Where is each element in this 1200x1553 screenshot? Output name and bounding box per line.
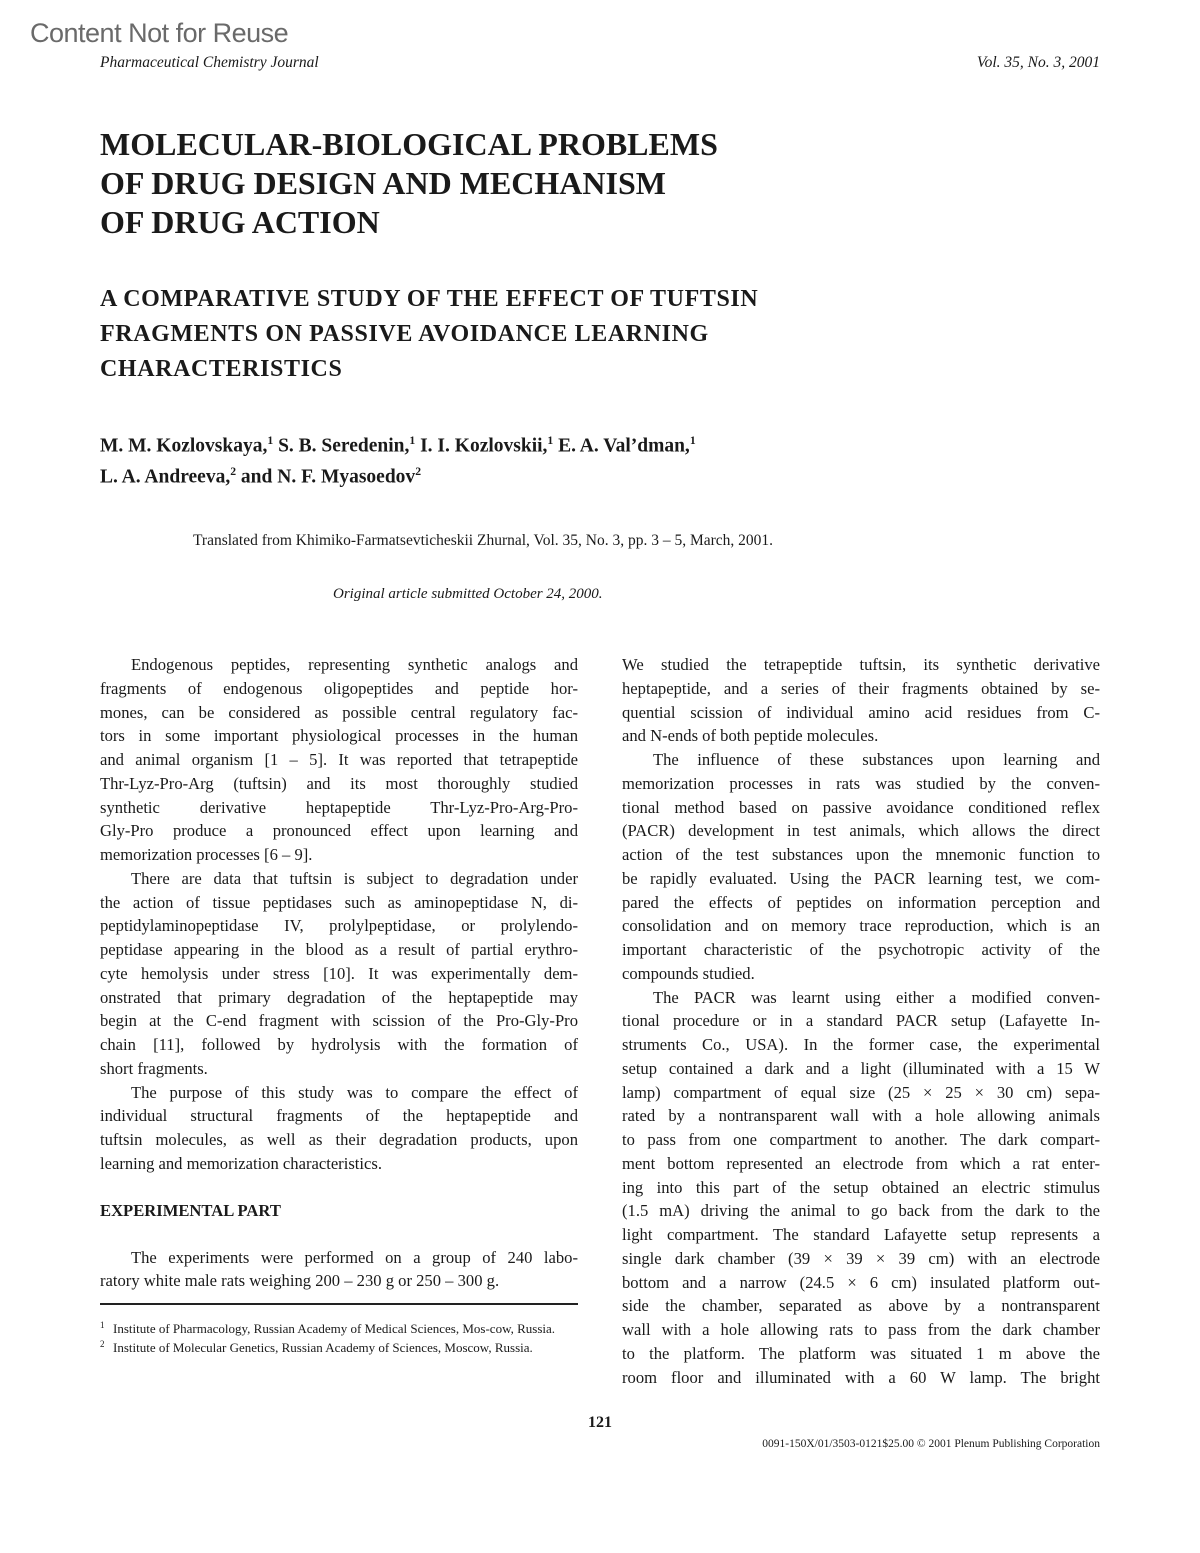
affiliation-marker: 2 [230, 465, 237, 478]
footnote [100, 1339, 578, 1358]
text-line: ratory white male rats weighing 200 – 230 g or 250 – 300 g. [100, 1271, 500, 1291]
article-title-line: A COMPARATIVE STUDY OF THE EFFECT OF TUFTSIN [100, 286, 759, 312]
footnote-text: Institute of Pharmacology, Russian Academy of Medical Sciences, Mos-cow, Russia. [113, 1321, 556, 1336]
text-line: chain [11], followed by hydrolysis with the formation of [100, 1035, 578, 1054]
author-name: E. A. Val’dman, [558, 435, 690, 457]
text-line: struments Co., USA). In the former case, the experimental [622, 1035, 1100, 1054]
text-line: the action of tissue peptidases such as aminopeptidase N, di- [100, 892, 578, 912]
text-line: synthetic derivative heptapeptide Thr-Lyz-Pro-Arg-Pro- [100, 797, 578, 817]
text-line: action of the test substances upon the mnemonic function to [622, 845, 1100, 864]
footnote-number: 2 [100, 1338, 105, 1349]
submission-date: Original article submitted October 24, 2000. [333, 586, 603, 602]
section-title [100, 125, 718, 242]
author-name: and N. F. Myasoedov [240, 466, 416, 488]
paragraph [100, 867, 578, 1081]
footnote [100, 1320, 578, 1339]
text-line: ment bottom represented an electrode from which a rat enter- [622, 1153, 1100, 1173]
text-line: wall with a hole allowing rats to pass from the dark chamber [622, 1320, 1100, 1339]
text-line: quential scission of individual amino acid residues from C- [622, 702, 1100, 722]
translation-note: Translated from Khimiko-Farmatsevticheskii Zhurnal, Vol. 35, No. 3, pp. 3 – 5, March, 2001. [193, 532, 774, 549]
affiliation-marker: 1 [689, 434, 696, 447]
left-column [100, 653, 578, 1293]
article-title [100, 282, 758, 387]
text-line: setup contained a dark and a light (illuminated with a 15 W [622, 1058, 1100, 1078]
article-title-line: FRAGMENTS ON PASSIVE AVOIDANCE LEARNING [100, 321, 709, 347]
paragraph [100, 1081, 578, 1176]
authors-line-1 [100, 428, 696, 459]
paragraph [100, 653, 578, 867]
text-line: learning and memorization characteristics. [100, 1153, 382, 1173]
footnote-number: 1 [100, 1320, 105, 1330]
text-line: to pass from one compartment to another. The dark compart- [622, 1130, 1100, 1149]
text-line: The PACR was learnt using either a modified conven- [653, 987, 1100, 1007]
text-line: tional method based on passive avoidance conditioned reflex [622, 797, 1100, 817]
text-line: memorization processes in rats was studied by the conven- [622, 773, 1100, 793]
text-line: tors in some important physiological processes in the human [100, 726, 578, 746]
paragraph [100, 1246, 578, 1294]
footnotes [100, 1320, 578, 1357]
text-line: bottom and a narrow (24.5 × 6 cm) insulated platform out- [622, 1272, 1100, 1292]
text-line: important characteristic of the psychotropic activity of the [622, 940, 1100, 959]
text-line: single dark chamber (39 × 39 × 39 cm) with an electrode [622, 1248, 1100, 1268]
text-line: compounds studied. [622, 963, 755, 983]
author-name: L. A. Andreeva, [100, 466, 231, 488]
text-line: room floor and illuminated with a 60 W lamp. The bright [622, 1367, 1100, 1387]
author-name: S. B. Seredenin, [278, 435, 410, 457]
text-line: Gly-Pro produce a pronounced effect upon learning and [100, 821, 578, 841]
article-title-line: CHARACTERISTICS [100, 356, 343, 382]
section-title-line: OF DRUG DESIGN AND MECHANISM [100, 165, 666, 201]
text-line: pared the effects of peptides on information perception and [622, 892, 1100, 912]
text-line: begin at the C-end fragment with scission of the Pro-Gly-Pro [100, 1011, 578, 1031]
text-line: individual structural fragments of the heptapeptide and [100, 1106, 578, 1126]
text-line: and N-ends of both peptide molecules. [622, 726, 879, 746]
text-line: The experiments were performed on a group of 240 labo- [131, 1247, 578, 1267]
watermark: Content Not for Reuse [30, 18, 289, 48]
text-line: consolidation and on memory trace reproduction, which is an [622, 916, 1100, 936]
affiliation-marker: 1 [267, 434, 274, 447]
affiliation-marker: 1 [547, 434, 554, 447]
section-title-line: MOLECULAR-BIOLOGICAL PROBLEMS [100, 126, 718, 162]
text-line: heptapeptide, and a series of their fragments obtained by se- [622, 678, 1100, 698]
text-line: tional procedure or in a standard PACR setup (Lafayette In- [622, 1011, 1100, 1031]
authors [100, 428, 696, 490]
text-line: cyte hemolysis under stress [10]. It was experimentally dem- [100, 963, 578, 983]
text-line: short fragments. [100, 1058, 208, 1078]
text-line: memorization processes [6 – 9]. [100, 845, 313, 864]
text-line: fragments of endogenous oligopeptides and peptide hor- [100, 678, 578, 698]
text-line: side the chamber, separated as above by a nontransparent [622, 1296, 1100, 1316]
text-line: to the platform. The platform was situated 1 m above the [622, 1343, 1100, 1363]
text-line: tuftsin molecules, as well as their degradation products, upon [100, 1130, 578, 1149]
author-name: I. I. Kozlovskii, [420, 435, 548, 457]
footnote-text: Institute of Molecular Genetics, Russian Academy of Sciences, Moscow, Russia. [113, 1339, 533, 1355]
author-name: M. M. Kozlovskaya, [100, 435, 268, 457]
text-line: The purpose of this study was to compare the effect of [131, 1082, 578, 1102]
text-line: We studied the tetrapeptide tuftsin, its synthetic derivative [622, 655, 1100, 674]
right-column [622, 653, 1100, 1389]
volume-info: Vol. 35, No. 3, 2001 [976, 54, 1100, 71]
text-line: peptidase appearing in the blood as a result of partial erythro- [100, 940, 578, 959]
paragraph [622, 986, 1100, 1390]
paragraph [622, 748, 1100, 986]
authors-line-2 [100, 459, 696, 490]
journal-name: Pharmaceutical Chemistry Journal [100, 54, 319, 71]
text-line: be rapidly evaluated. Using the PACR learning test, we com- [622, 868, 1100, 888]
text-line: (1.5 mA) driving the animal to go back from the dark to the [622, 1201, 1100, 1221]
paragraph [622, 653, 1100, 748]
text-line: light compartment. The standard Lafayette setup represents a [622, 1225, 1100, 1244]
text-line: onstrated that primary degradation of the heptapeptide may [100, 987, 578, 1007]
text-line: and animal organism [1 – 5]. It was reported that tetrapeptide [100, 750, 578, 769]
section-heading: EXPERIMENTAL PART [100, 1200, 281, 1220]
copyright: 0091-150X/01/3503-0121$25.00 © 2001 Plenum Publishing Corporation [762, 1438, 1100, 1450]
text-line: lamp) compartment of equal size (25 × 25 × 30 cm) sepa- [622, 1082, 1100, 1102]
affiliation-marker: 2 [415, 465, 422, 478]
page-number: 121 [588, 1414, 612, 1431]
footnote-divider [100, 1303, 578, 1305]
text-line: mones, can be considered as possible central regulatory fac- [100, 702, 578, 722]
text-line: peptidylaminopeptidase IV, prolylpeptidase, or prolylendo- [100, 916, 578, 936]
text-line: (PACR) development in test animals, which allows the direct [622, 821, 1100, 841]
text-line: ing into this part of the setup obtained an electric stimulus [622, 1177, 1100, 1197]
text-line: There are data that tuftsin is subject to degradation under [131, 868, 578, 888]
text-line: rated by a nontransparent wall with a hole allowing animals [622, 1106, 1100, 1126]
text-line: The influence of these substances upon learning and [653, 750, 1100, 769]
affiliation-marker: 1 [409, 434, 416, 447]
text-line: Thr-Lyz-Pro-Arg (tuftsin) and its most thoroughly studied [100, 773, 578, 793]
text-line: Endogenous peptides, representing synthetic analogs and [131, 655, 578, 674]
section-title-line: OF DRUG ACTION [100, 204, 380, 240]
